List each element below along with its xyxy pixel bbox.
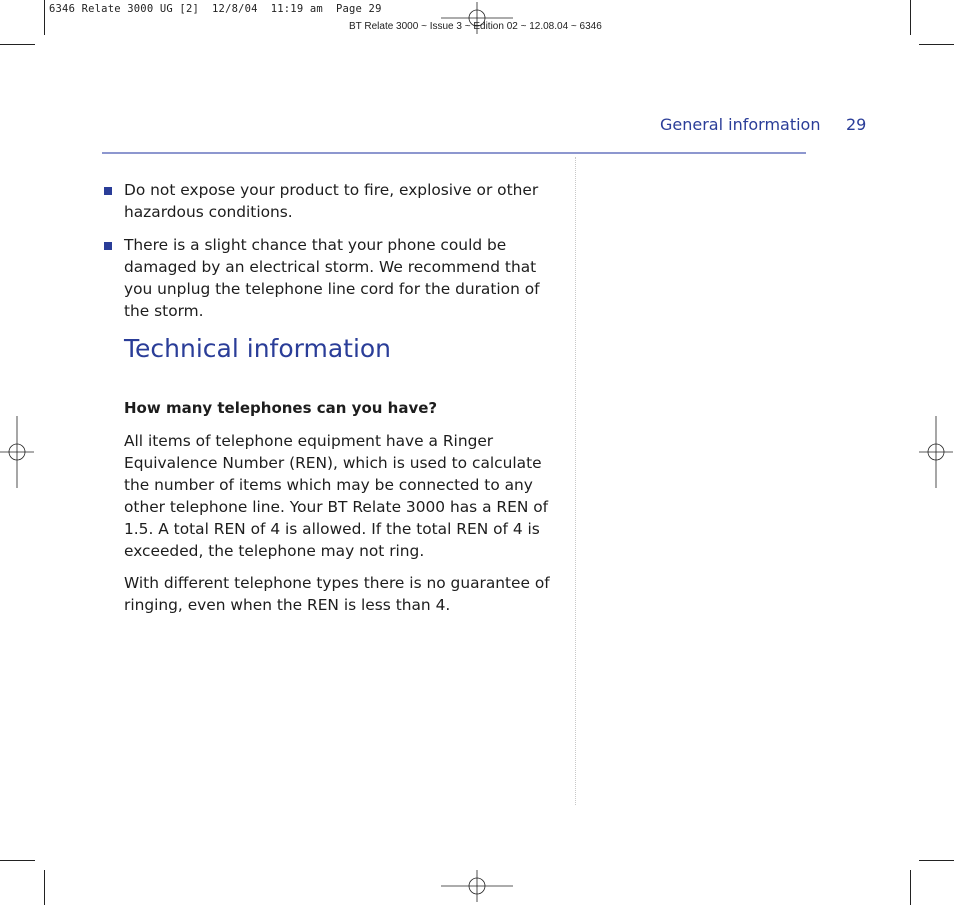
section-title: Technical information xyxy=(124,334,392,363)
square-bullet-icon xyxy=(104,242,112,250)
print-slug-line: 6346 Relate 3000 UG [2] 12/8/04 11:19 am Page 29 xyxy=(49,3,382,15)
header-rule xyxy=(102,152,806,154)
paragraph-ren: All items of telephone equipment have a Ringer Equivalence Number (REN), which is used to calculate the number of items which may be connected to any other telephone line. Your BT Relate 3000 has a REN of 1.5. A total REN of 4 is allowed. If the total REN of 4 is exceeded, the telephone may not ring. xyxy=(124,432,549,560)
bullet-text: There is a slight chance that your phone could be damaged by an electrical storm. We recommend that you unplug the telephone line cord for the duration of the storm. xyxy=(124,236,540,320)
list-item xyxy=(102,234,567,322)
running-header-section: General information xyxy=(660,115,821,134)
subheading: How many telephones can you have? xyxy=(124,399,438,417)
square-bullet-icon xyxy=(104,187,112,195)
safety-bullet-list xyxy=(102,179,567,333)
registration-mark-right-icon xyxy=(919,416,953,488)
list-item xyxy=(102,179,567,223)
bullet-text: Do not expose your product to fire, explosive or other hazardous conditions. xyxy=(124,181,539,221)
paragraph-guarantee: With different telephone types there is no guarantee of ringing, even when the REN is less than 4. xyxy=(124,574,550,614)
registration-mark-left-icon xyxy=(0,416,34,488)
column-divider xyxy=(575,157,576,805)
edition-line: BT Relate 3000 ~ Issue 3 ~ Edition 02 ~ 12.08.04 ~ 6346 xyxy=(349,21,602,32)
registration-mark-bottom-icon xyxy=(441,870,513,902)
registration-mark-top-icon xyxy=(441,2,513,34)
page-number: 29 xyxy=(846,115,867,134)
